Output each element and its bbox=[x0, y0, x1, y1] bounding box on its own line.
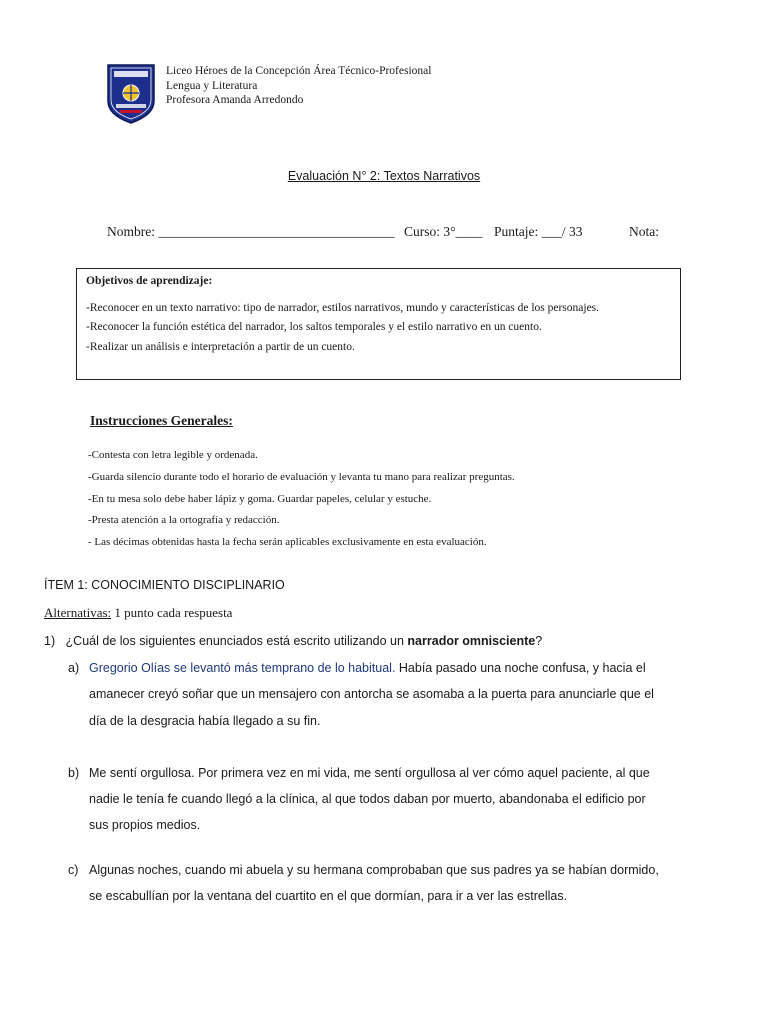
objective-item: -Reconocer en un texto narrativo: tipo de narrador, estilos narrativos, mundo y características de los personajes. bbox=[86, 302, 600, 314]
instruction-item: -En tu mesa solo debe haber lápiz y goma. Guardar papeles, celular y estuche. bbox=[88, 493, 432, 505]
option-b-label[interactable]: b) bbox=[68, 766, 80, 780]
school-info bbox=[166, 64, 431, 108]
teacher-name: Profesora Amanda Arredondo bbox=[166, 94, 304, 106]
item-heading: ÍTEM 1: CONOCIMIENTO DISCIPLINARIO bbox=[44, 578, 285, 592]
question-text: ¿Cuál de los siguientes enunciados está escrito utilizando un bbox=[65, 634, 408, 648]
instructions-heading: Instrucciones Generales: bbox=[90, 413, 233, 428]
instruction-item: -Contesta con letra legible y ordenada. bbox=[88, 449, 258, 461]
option-a-label[interactable]: a) bbox=[68, 661, 80, 675]
option-a-line[interactable]: amanecer creyó soñar que un mensajero con antorcha se asomaba a la puerta para anunciarle que el bbox=[89, 687, 654, 701]
grade-field[interactable]: Nota: bbox=[629, 224, 659, 239]
name-field[interactable]: Nombre: ___________________________________ bbox=[107, 224, 395, 239]
instruction-item: - Las décimas obtenidas hasta la fecha serán aplicables exclusivamente en esta evaluación. bbox=[88, 536, 487, 548]
alternatives-line bbox=[44, 605, 232, 621]
option-b-line[interactable]: Me sentí orgullosa. Por primera vez en mi vida, me sentí orgullosa al ver cómo aquel paciente, al que bbox=[89, 766, 650, 780]
option-a-line[interactable] bbox=[89, 661, 646, 675]
option-c-line[interactable]: Algunas noches, cuando mi abuela y su hermana comprobaban que sus padres ya se habían dormido, bbox=[89, 863, 659, 877]
score-field[interactable]: Puntaje: ___/ 33 bbox=[494, 224, 583, 239]
objective-item: -Realizar un análisis e interpretación a partir de un cuento. bbox=[86, 341, 355, 353]
instruction-item: -Guarda silencio durante todo el horario de evaluación y levanta tu mano para realizar preguntas. bbox=[88, 471, 515, 483]
question-number: 1) bbox=[44, 634, 56, 648]
option-c-label[interactable]: c) bbox=[68, 863, 79, 877]
course-field[interactable]: Curso: 3°____ bbox=[404, 224, 483, 239]
subject-name: Lengua y Literatura bbox=[166, 79, 258, 92]
objectives-box bbox=[76, 268, 681, 380]
option-b-line[interactable]: nadie le tenía fe cuando llegó a la clínica, al que todos daban por muerto, abandonaba el edificio por bbox=[89, 792, 646, 806]
page-title: Evaluación N° 2: Textos Narrativos bbox=[287, 169, 481, 183]
alternatives-label: Alternativas: bbox=[44, 605, 112, 620]
objective-item: -Reconocer la función estética del narrador, los saltos temporales y el estilo narrativo en un cuento. bbox=[86, 321, 542, 333]
objectives-heading: Objetivos de aprendizaje: bbox=[86, 275, 213, 287]
option-b-line[interactable]: sus propios medios. bbox=[89, 818, 201, 832]
question-1 bbox=[44, 634, 542, 648]
option-a-line[interactable]: día de la desgracia había llegado a su fin. bbox=[89, 714, 321, 728]
option-a-lead: Gregorio Olías se levantó más temprano de lo habitual. bbox=[89, 661, 396, 675]
school-logo bbox=[106, 63, 156, 125]
instruction-item: -Presta atención a la ortografía y redacción. bbox=[88, 514, 280, 526]
school-name: Liceo Héroes de la Concepción Área Técnico-Profesional bbox=[166, 65, 432, 77]
option-c-line[interactable]: se escabullían por la ventana del cuartito en el que dormían, para ir a ver las estrellas. bbox=[89, 889, 568, 903]
option-a-text: Había pasado una noche confusa, y hacia el bbox=[395, 661, 646, 675]
question-keyword: narrador omnisciente bbox=[407, 634, 536, 648]
alternatives-points: 1 punto cada respuesta bbox=[111, 605, 233, 620]
question-mark: ? bbox=[535, 634, 543, 648]
